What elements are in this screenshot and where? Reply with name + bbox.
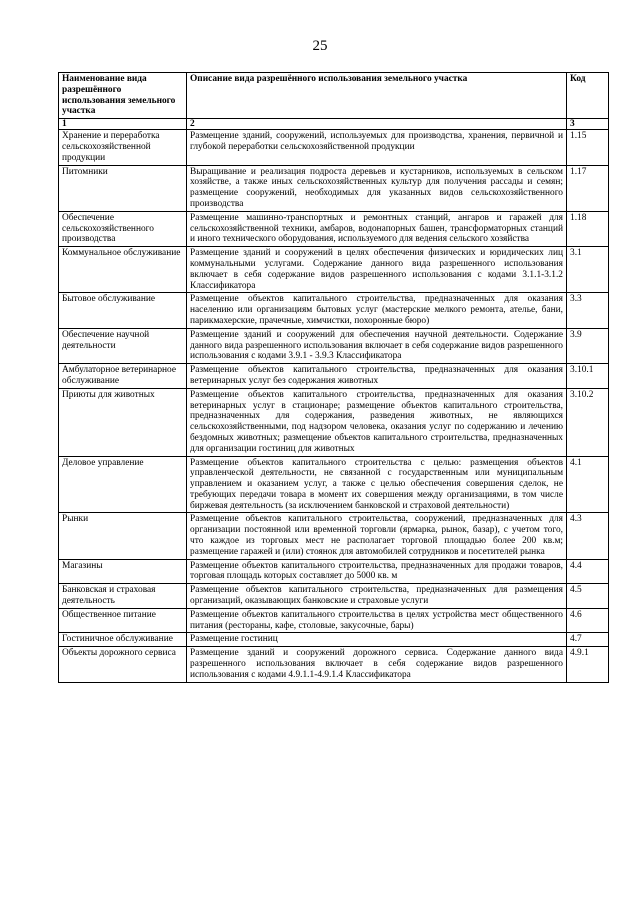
table-row [59,584,609,609]
row-code: 4.5 [567,584,609,609]
column-number: 2 [187,119,567,130]
row-description: Размещение гостиниц [187,633,567,647]
row-name: Обеспечение сельскохозяйственного производства [59,211,187,246]
column-number: 1 [59,119,187,130]
row-code: 4.7 [567,633,609,647]
header-name: Наименование вида разрешённого использования земельного участка [59,73,187,119]
row-code: 1.17 [567,165,609,211]
row-description: Размещение объектов капитального строительства, сооружений, предназначенных для организации постоянной или временной торговли (ярмарка, рынок, базар), с учетом того, что каждое из торговых мест не располагает торговой площадью более 200 кв.м; размещение гаражей и (или) стоянок для автомобилей сотрудников и посетителей рынка [187,513,567,559]
row-name: Приюты для животных [59,388,187,456]
table-row [59,165,609,211]
row-code: 1.15 [567,130,609,165]
row-name: Магазины [59,559,187,584]
table-header-row [59,73,609,119]
row-code: 3.3 [567,293,609,328]
row-name: Банковская и страховая деятельность [59,584,187,609]
row-description: Размещение объектов капитального строительства, предназначенных для оказания ветеринарных услуг без содержания животных [187,364,567,389]
table-row [59,647,609,682]
row-code: 3.1 [567,247,609,293]
column-number: 3 [567,119,609,130]
row-code: 3.10.1 [567,364,609,389]
row-code: 4.6 [567,608,609,633]
header-description: Описание вида разрешённого использования земельного участка [187,73,567,119]
row-code: 4.1 [567,456,609,513]
row-name: Амбулаторное ветеринарное обслуживание [59,364,187,389]
table-row [59,513,609,559]
column-number-row [59,119,609,130]
page-number: 25 [312,38,328,54]
row-name: Хранение и переработка сельскохозяйственной продукции [59,130,187,165]
row-description: Размещение объектов капитального строительства, предназначенных для размещения организаций, оказывающих банковские и страховые услуги [187,584,567,609]
table-row [59,328,609,363]
table-row [59,130,609,165]
table-row [59,293,609,328]
land-use-table [58,72,609,683]
table-row [59,364,609,389]
row-name: Обеспечение научной деятельности [59,328,187,363]
row-description: Размещение объектов капитального строительства, предназначенных для продажи товаров, торговая площадь которых составляет до 5000 кв. м [187,559,567,584]
row-description: Размещение зданий и сооружений для обеспечения научной деятельности. Содержание данного вида разрешенного использования включает в себя содержание видов разрешенного использования с кодами 3.9.1 - 3.9.3 Классификатора [187,328,567,363]
row-code: 4.3 [567,513,609,559]
row-description: Размещение зданий и сооружений в целях обеспечения физических и юридических лиц коммунальными услугами. Содержание данного вида разрешенного использования включает в себя содержание видов разрешенного использования с кодами 3.1.1-3.1.2 Классификатора [187,247,567,293]
row-name: Деловое управление [59,456,187,513]
row-description: Выращивание и реализация подроста деревьев и кустарников, используемых в сельском хозяйстве, а также иных сельскохозяйственных культур для получения рассады и семян; размещение сооружений, необходимых для указанных видов сельскохозяйственного производства [187,165,567,211]
table-row [59,456,609,513]
row-name: Бытовое обслуживание [59,293,187,328]
row-name: Питомники [59,165,187,211]
row-name: Коммунальное обслуживание [59,247,187,293]
row-code: 4.4 [567,559,609,584]
row-description: Размещение объектов капитального строительства, предназначенных для оказания населению или организациям бытовых услуг (мастерские мелкого ремонта, ателье, бани, парикмахерские, прачечные, химчистки, похоронные бюро) [187,293,567,328]
row-name: Рынки [59,513,187,559]
header-code: Код [567,73,609,119]
row-code: 3.9 [567,328,609,363]
table-row [59,608,609,633]
row-description: Размещение объектов капитального строительства, предназначенных для оказания ветеринарных услуг в стационаре; размещение объектов капитального строительства, предназначенных для содержания, разведения животных, не являющихся сельскохозяйственными, под надзором человека, оказания услуг по содержанию и лечению бездомных животных; размещение объектов капитального строительства, предназначенных для организации гостиниц для животных [187,388,567,456]
row-description: Размещение объектов капитального строительства с целью: размещения объектов управленческой деятельности, не связанной с государственным или муниципальным управлением и оказанием услуг, а также с целью обеспечения совершения сделок, не требующих передачи товара в момент их совершения между организациями, в том числе биржевая деятельность (за исключением банковской и страховой деятельности) [187,456,567,513]
table-row [59,559,609,584]
row-code: 4.9.1 [567,647,609,682]
row-name: Гостиничное обслуживание [59,633,187,647]
table-row [59,211,609,246]
row-description: Размещение зданий и сооружений дорожного сервиса. Содержание данного вида разрешенного использования включает в себя содержание видов разрешенного использования с кодами 4.9.1.1-4.9.1.4 Классификатора [187,647,567,682]
row-code: 1.18 [567,211,609,246]
row-name: Объекты дорожного сервиса [59,647,187,682]
row-description: Размещение машинно-транспортных и ремонтных станций, ангаров и гаражей для сельскохозяйственной техники, амбаров, водонапорных башен, трансформаторных станций и иного технического оборудования, используемого для ведения сельского хозяйства [187,211,567,246]
row-description: Размещение объектов капитального строительства в целях устройства мест общественного питания (рестораны, кафе, столовые, закусочные, бары) [187,608,567,633]
row-code: 3.10.2 [567,388,609,456]
table-row [59,633,609,647]
row-name: Общественное питание [59,608,187,633]
table-row [59,388,609,456]
table-row [59,247,609,293]
row-description: Размещение зданий, сооружений, используемых для производства, хранения, первичной и глубокой переработки сельскохозяйственной продукции [187,130,567,165]
